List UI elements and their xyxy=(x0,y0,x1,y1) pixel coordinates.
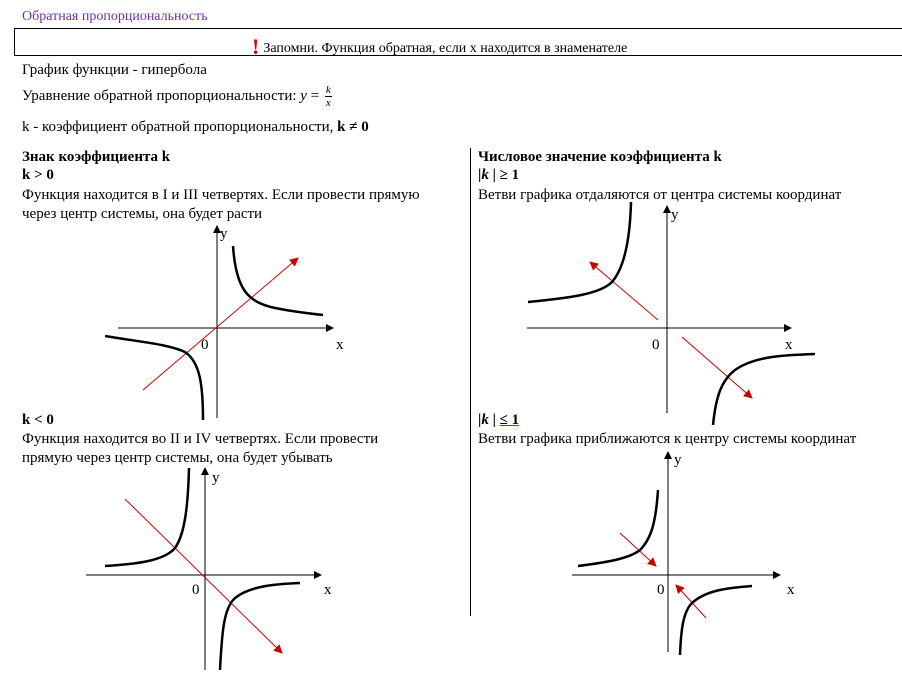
coefficient-condition: k ≠ 0 xyxy=(337,119,369,135)
trend-line xyxy=(590,262,658,320)
left-case1-label: k > 0 xyxy=(22,167,54,183)
x-axis-label: x xyxy=(336,337,344,353)
note-text: Запомни. Функция обратная, если х находится в знаменателе xyxy=(263,41,628,56)
x-axis-label: x xyxy=(785,337,793,353)
hyperbola-branch-q2 xyxy=(578,490,658,566)
abs-bar-close: | xyxy=(488,412,500,428)
trend-line xyxy=(682,337,752,398)
hyperbola-branch-q4 xyxy=(713,354,815,425)
hyperbola-branch-q3 xyxy=(105,336,203,420)
formula-y: y xyxy=(300,87,307,104)
hyperbola-branch-q1 xyxy=(233,246,323,315)
origin-label: 0 xyxy=(652,337,660,353)
formula-denominator: x xyxy=(325,97,331,109)
origin-label: 0 xyxy=(192,582,200,598)
x-axis-label: x xyxy=(324,582,332,598)
left-heading: Знак коэффициента k xyxy=(22,149,171,165)
left-case2-label: k < 0 xyxy=(22,412,54,428)
hyperbola-branch-q4 xyxy=(220,583,300,670)
left-case2-text-1: Функция находится во II и IV четвертях. Если провести xyxy=(22,431,379,447)
formula-equals: = xyxy=(306,87,323,104)
exclamation-icon: ! xyxy=(252,34,260,59)
page-title: Обратная пропорциональность xyxy=(22,9,208,24)
equation-label: Уравнение обратной пропорциональности: xyxy=(22,87,301,104)
hyperbola-branch-q2 xyxy=(105,468,189,566)
abs-bar: | xyxy=(478,412,482,428)
origin-label: 0 xyxy=(657,582,665,598)
coefficient-description: k - коэффициент обратной пропорциональности, xyxy=(22,119,338,135)
right-case2-text: Ветви графика приближаются к центру системы координат xyxy=(478,431,857,447)
right-case1-text: Ветви графика отдаляются от центра системы координат xyxy=(478,187,842,203)
hyperbola-branch-q2 xyxy=(528,202,631,302)
left-case1-text-2: через центр системы, она будет расти xyxy=(22,206,263,222)
y-axis-label: y xyxy=(212,470,220,486)
relation: ≤ 1 xyxy=(499,412,520,428)
origin-label: 0 xyxy=(201,337,209,353)
relation: | ≥ 1 xyxy=(488,167,520,183)
trend-line xyxy=(620,533,656,566)
trend-line xyxy=(125,499,282,653)
left-case1-text-1: Функция находится в I и III четвертях. Если провести прямую xyxy=(22,187,420,203)
intro-line-1: График функции - гипербола xyxy=(22,62,207,78)
y-axis-label: y xyxy=(674,452,682,468)
abs-bar: | xyxy=(478,167,482,183)
right-heading: Числовое значение коэффициента k xyxy=(478,149,722,165)
y-axis-label: y xyxy=(220,226,228,242)
formula-numerator: k xyxy=(325,84,331,96)
trend-line xyxy=(143,258,298,390)
trend-line xyxy=(676,585,706,618)
coefficient-k: k xyxy=(481,167,489,183)
coefficient-k: k xyxy=(481,412,489,428)
y-axis-label: y xyxy=(671,207,679,223)
left-case2-text-2: прямую через центр системы, она будет убывать xyxy=(22,450,333,466)
hyperbola-branch-q4 xyxy=(680,586,752,655)
x-axis-label: x xyxy=(787,582,795,598)
